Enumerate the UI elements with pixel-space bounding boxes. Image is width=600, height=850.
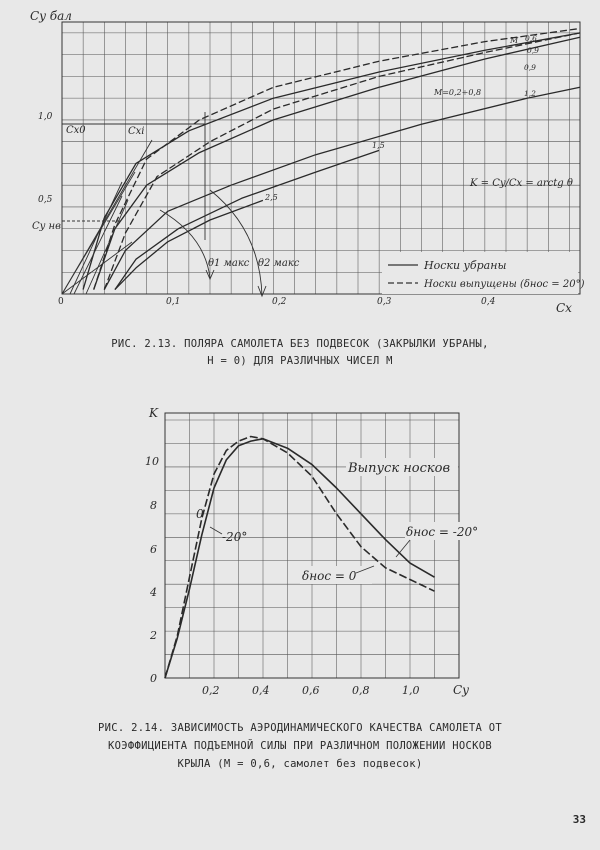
fig1-theta-arcs <box>160 190 266 296</box>
fig1-legend <box>382 252 585 294</box>
fig1-cynv: Cy нв <box>32 221 61 232</box>
fig2-ytick-4: 4 <box>150 586 157 599</box>
fig2-caption-line1: РИС. 2.14. ЗАВИСИМОСТЬ АЭРОДИНАМИЧЕСКОГО КАЧЕСТВА САМОЛЕТА ОТ <box>98 722 502 734</box>
fig1-series-0 <box>83 33 580 290</box>
fig2-xticks <box>202 684 420 697</box>
fig2-xtick-08: 0,8 <box>352 684 370 697</box>
fig1-caption-line2: H = 0) ДЛЯ РАЗЛИЧНЫХ ЧИСЕЛ M <box>207 355 393 367</box>
fig1-xtick-03: 0,3 <box>377 297 392 307</box>
fig2-ytick-10: 10 <box>145 455 159 468</box>
fig2-ylabel: K <box>149 406 158 420</box>
fig2-label-0: 0 <box>196 507 204 521</box>
page-number: 33 <box>572 813 586 826</box>
fig2-ytick-6: 6 <box>150 543 157 556</box>
fig2-dnos-20: δнос = -20° <box>406 525 479 539</box>
fig1-series-6 <box>104 33 580 290</box>
fig2-xtick-02: 0,2 <box>202 684 220 697</box>
fig1-xlabel: Cx <box>556 301 572 315</box>
legend-dashed-label: Носки выпущены (δнос = 20°) <box>424 279 585 290</box>
fig1-cxi: Cxi <box>128 126 145 137</box>
fig1-xtick-02: 0,2 <box>272 297 287 307</box>
fig2-caption-line2: КОЭФФИЦИЕНТА ПОДЪЕМНОЙ СИЛЫ ПРИ РАЗЛИЧНОМ ПОЛОЖЕНИИ НОСКОВ <box>107 740 493 752</box>
fig2-leader-dnos20 <box>396 540 410 557</box>
fig2-ytick-8: 8 <box>150 499 157 512</box>
fig1-ytick-1: 1,0 <box>38 112 53 122</box>
fig1-m-25: 2,5 <box>265 193 278 202</box>
legend-solid-label: Носки убраны <box>424 259 507 272</box>
fig1-theta2: θ2 макс <box>258 258 300 269</box>
fig1-m-15: 1,5 <box>372 141 385 150</box>
fig1-m-label: M <box>510 36 519 45</box>
fig1-ytick-05: 0,5 <box>38 195 53 205</box>
fig2-xlabel: Cy <box>453 683 469 697</box>
fig1-m-group: M=0,2÷0,8 <box>434 88 482 97</box>
fig2-xtick-06: 0,6 <box>302 684 320 697</box>
fig2-xtick-04: 0,4 <box>252 684 270 697</box>
fig1-cx0: Cx0 <box>66 125 86 136</box>
fig1-ylabel: Cy бал <box>30 9 72 23</box>
fig2-ytick-0: 0 <box>150 672 157 685</box>
fig1-theta1: θ1 макс <box>208 258 250 269</box>
fig2-ytick-2: 2 <box>150 629 157 642</box>
fig1-xtick-04: 0,4 <box>481 297 496 307</box>
fig2-grid <box>165 413 459 678</box>
fig1-xtick-0: 0 <box>58 297 64 307</box>
fig1-xtick-01: 0,1 <box>166 297 181 307</box>
fig1-k-formula: K = Cy/Cx = arctg θ <box>470 178 573 189</box>
fig1-m-12: 1,2 <box>524 89 536 98</box>
fig1-m-09b: 0,9 <box>524 63 536 72</box>
fig2-release-label: Выпуск носков <box>348 461 451 476</box>
fig1-m-06: 0,6 <box>525 34 537 43</box>
fig2-yticks <box>145 455 159 685</box>
fig2-leader-20 <box>210 527 222 534</box>
fig1-caption-line1: РИС. 2.13. ПОЛЯРА САМОЛЕТА БЕЗ ПОДВЕСОК (ЗАКРЫЛКИ УБРАНЫ, <box>111 338 489 350</box>
fig1-m-09a: 0,9 <box>527 46 539 55</box>
fig2-xtick-10: 1,0 <box>402 684 420 697</box>
fig2-caption-line3: КРЫЛА (M = 0,6, самолет без подвесок) <box>177 758 423 770</box>
fig2-dnos-0: δнос = 0 <box>302 569 357 583</box>
fig2-label-20: -20° <box>222 530 248 544</box>
